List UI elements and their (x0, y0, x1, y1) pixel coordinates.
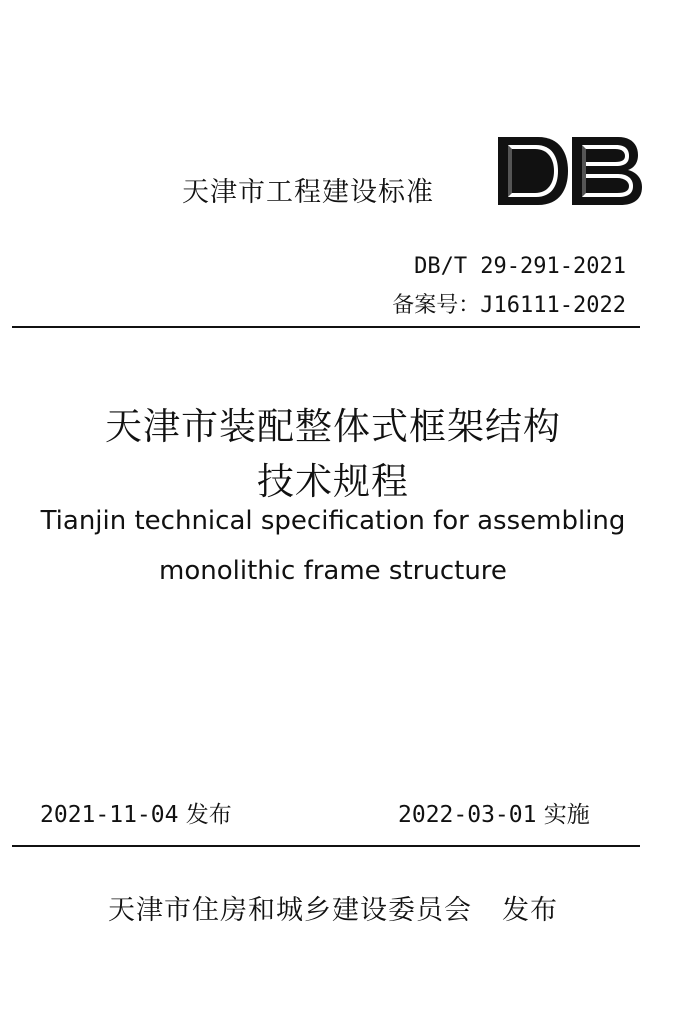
top-divider (12, 326, 640, 328)
filing-number-line (392, 288, 626, 319)
implementation-label: 实施 (543, 802, 590, 828)
implementation-date: 2022-03-01 (398, 802, 537, 828)
title-english-line-2: monolithic frame structure (159, 556, 507, 586)
publisher-label: 发布 (502, 895, 558, 926)
implementation-date-line (398, 796, 590, 829)
standard-number: DB/T 29-291-2021 (414, 254, 626, 279)
publisher-line (108, 888, 558, 927)
title-chinese-line-1: 天津市装配整体式框架结构 (105, 405, 561, 448)
title-english-line-1: Tianjin technical specification for assembling (40, 506, 626, 536)
filing-label: 备案号： (392, 293, 481, 318)
issue-date-line (40, 796, 232, 829)
issue-date: 2021-11-04 (40, 802, 179, 828)
issue-label: 发布 (185, 802, 232, 828)
publisher-name: 天津市住房和城乡建设委员会 (108, 895, 472, 926)
db-logo (494, 131, 644, 211)
bottom-divider (12, 845, 640, 847)
standard-series-title: 天津市工程建设标准 (182, 177, 434, 208)
filing-number: J16111-2022 (480, 293, 626, 318)
title-chinese-line-2: 技术规程 (257, 460, 409, 503)
